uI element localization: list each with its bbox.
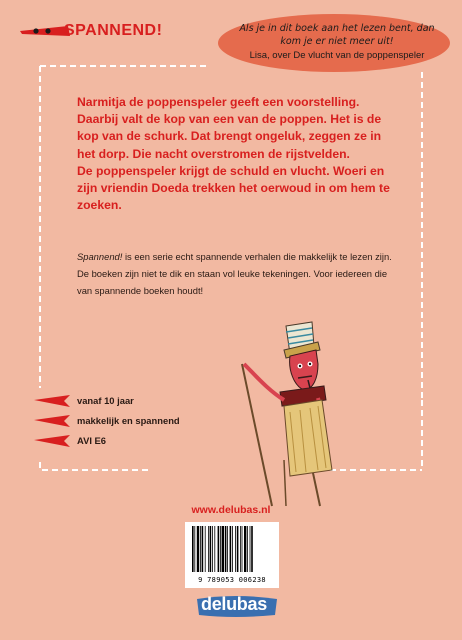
red-flag-icon	[34, 434, 72, 448]
blurb	[77, 94, 397, 214]
fact-text: vanaf 10 jaar	[77, 395, 134, 406]
series-logo	[20, 22, 210, 44]
publisher-logo	[199, 594, 289, 618]
fact-age	[34, 394, 204, 410]
red-flag-icon	[34, 394, 72, 408]
barcode-bars	[191, 526, 273, 574]
website-link[interactable]: www.delubas.nl	[191, 504, 271, 516]
fact-text: makkelijk en spannend	[77, 415, 180, 426]
series-description	[77, 248, 397, 300]
publisher-name: delubas	[201, 594, 267, 614]
fact-text: AVI E6	[77, 435, 107, 446]
barcode-number: 9 789053 006238	[198, 576, 266, 584]
series-description-text: is een serie echt spannende verhalen die makkelijk te lezen zijn. De boeken zijn niet te dik en staan vol leuke tekeningen. Voor iedereen die van spannende boeken houdt!	[77, 251, 392, 297]
fact-level	[34, 414, 204, 430]
blurb-paragraph-2: De poppenspeler krijgt de schuld en vlucht. Woeri en zijn vriendin Doeda trekken het oerwoud in om hem te zoeken.	[77, 163, 390, 213]
series-title-italic: Spannend!	[77, 251, 123, 262]
quote-attribution: Lisa, over De vlucht van de poppenspeler	[249, 50, 425, 61]
red-flag-icon	[34, 414, 72, 428]
puppet-illustration	[228, 320, 348, 508]
series-name: SPANNEND!	[64, 22, 163, 39]
blurb-paragraph-1: Narmitja de poppenspeler geeft een voorstelling. Daarbij valt de kop van een van de poppen. Het is de kop van de schurk. Dat brengt ongeluk, zeggen ze in het dorp. Die nacht overstromen de rijstvelden.	[77, 95, 382, 161]
reader-quote: Als je in dit boek aan het lezen bent, dan kom je er niet meer uit!	[239, 23, 435, 47]
fact-avi	[34, 434, 204, 450]
barcode	[185, 522, 279, 588]
